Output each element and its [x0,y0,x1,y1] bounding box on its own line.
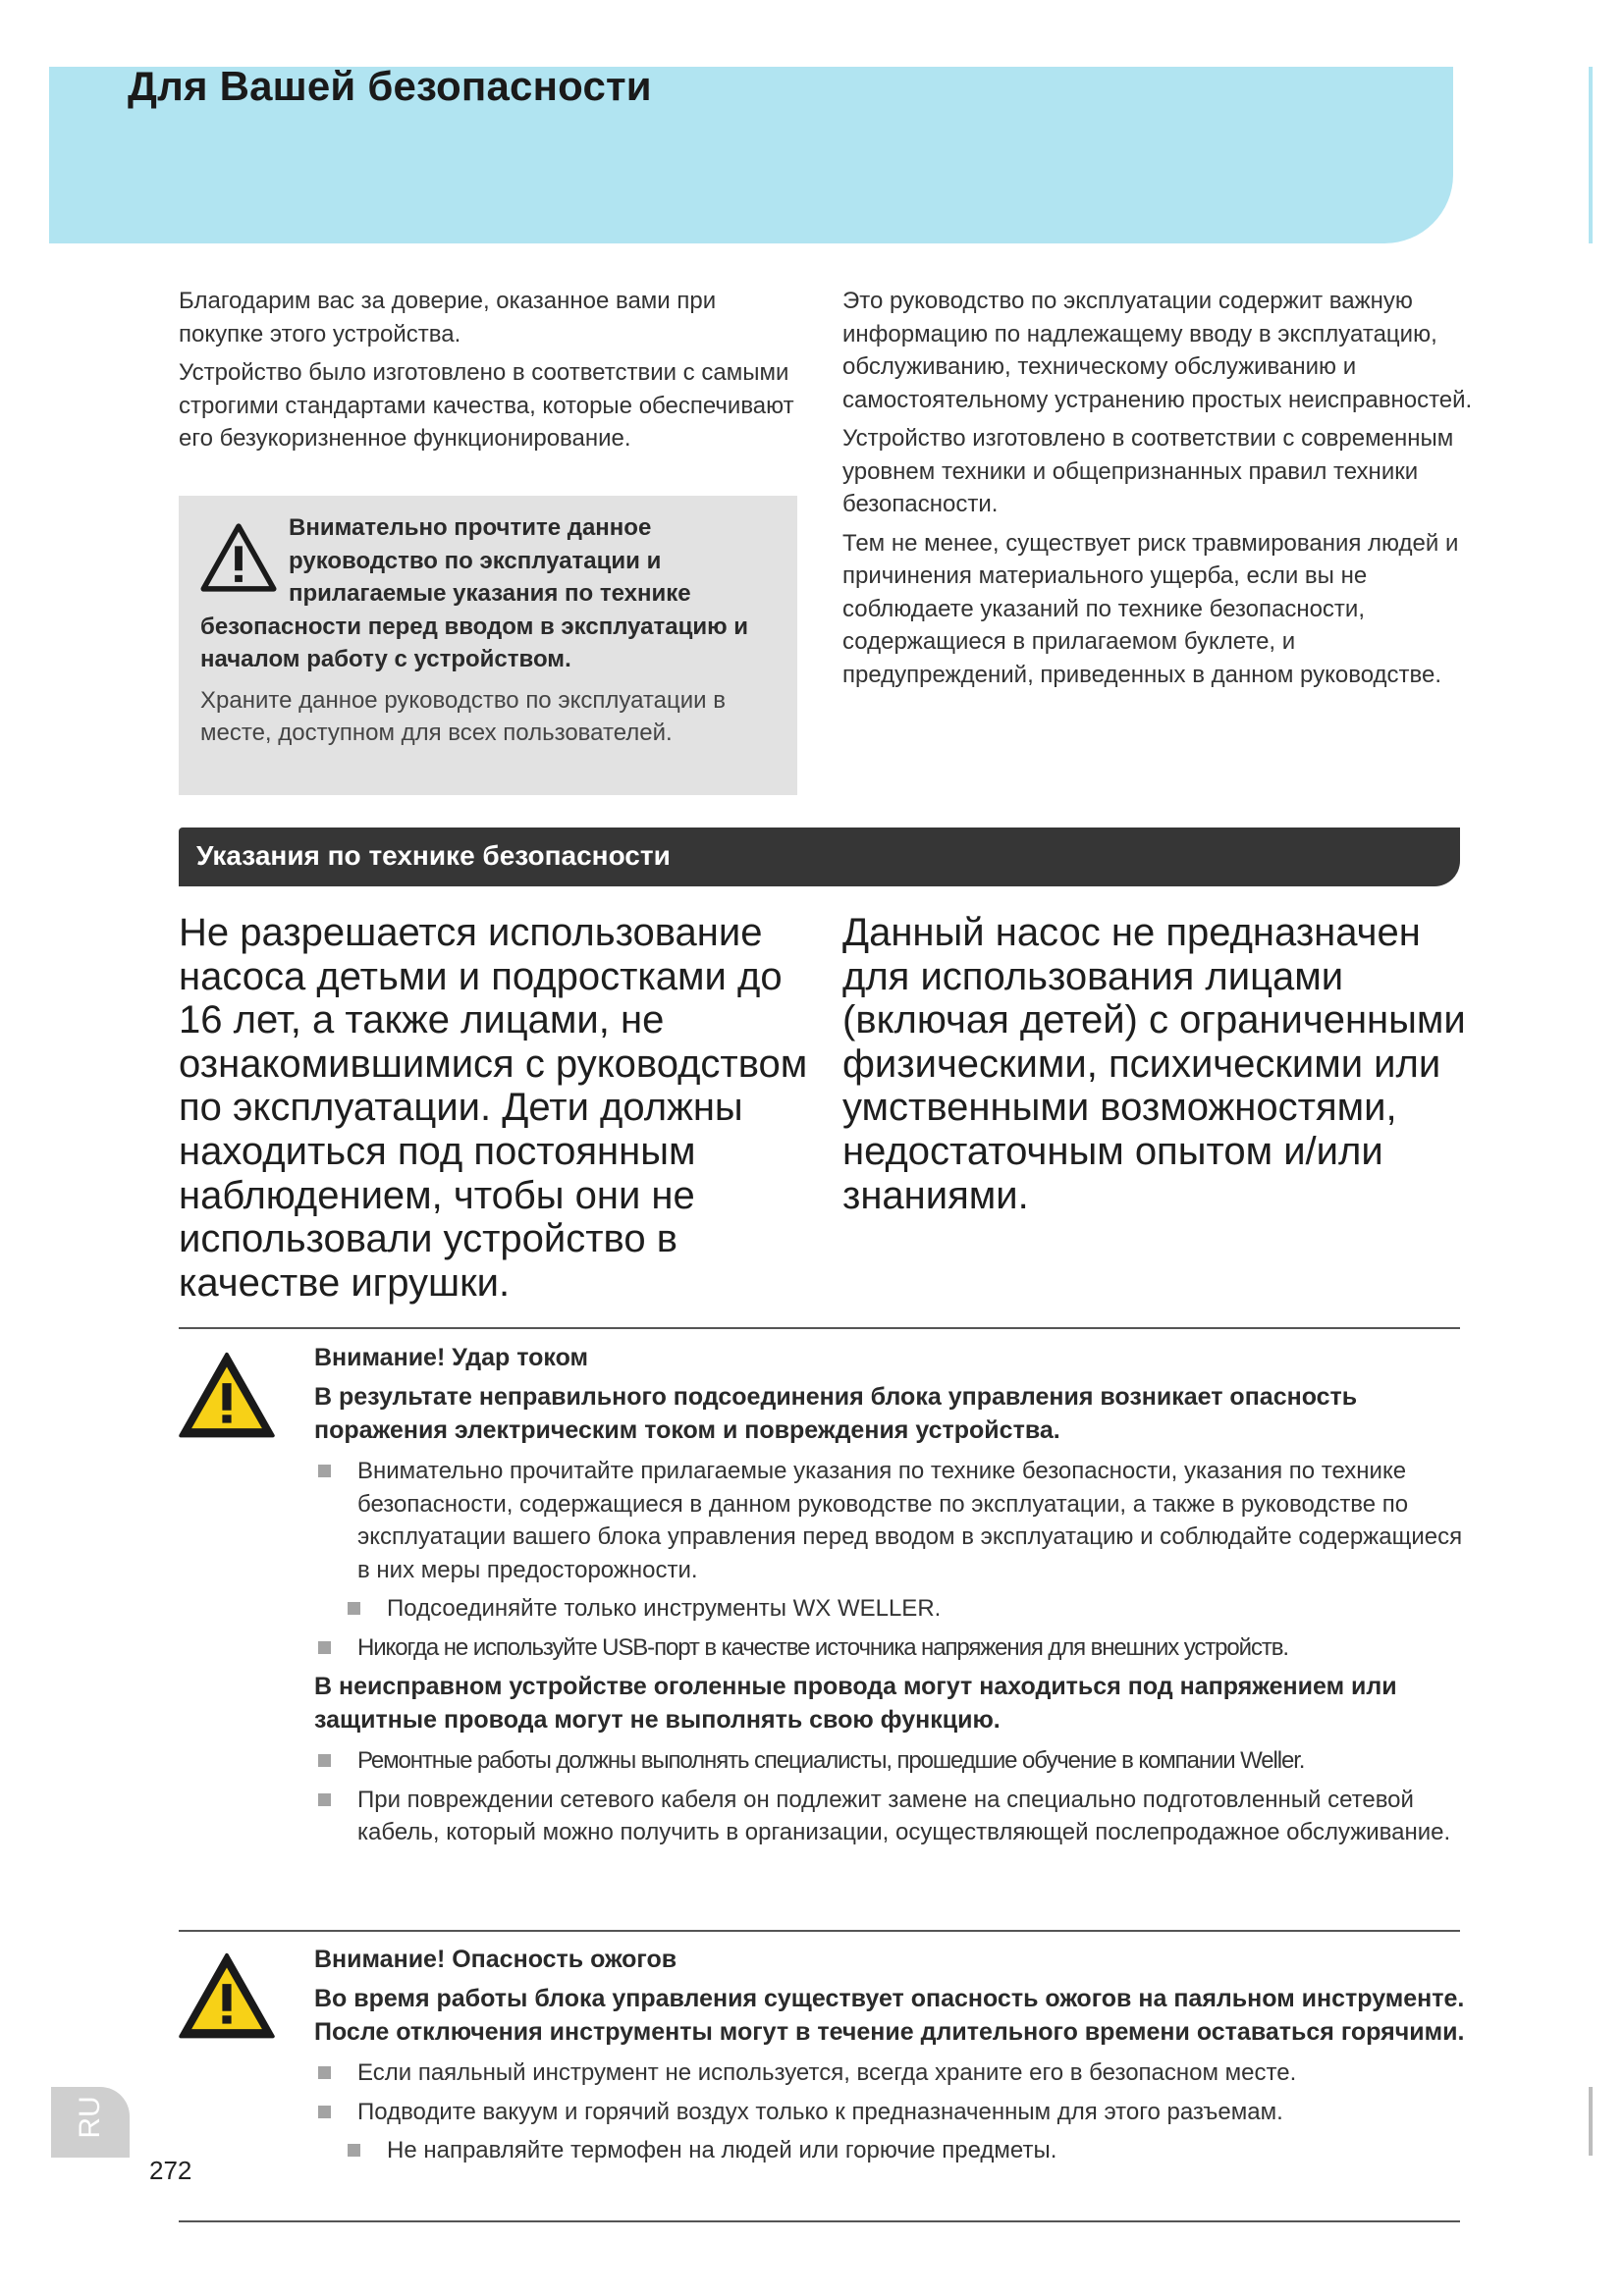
list-item: Если паяльный инструмент не используется, всегда храните его в безопасном месте. [314,2056,1473,2090]
warning-lead: Во время работы блока управления существует опасность ожогов на паяльном инструменте. После отключения инструменты могут в течение длительного времени оставаться горячими. [314,1985,1465,2046]
bullet-icon [348,1602,360,1615]
warning-outline-icon [200,523,277,592]
list-item: При повреждении сетевого кабеля он подлежит замене на специально подготовленный сетевой кабель, который можно получить в организации, осуществляющей послепродажное обслуживание. [314,1784,1473,1849]
list-item: Подводите вакуум и горячий воздух только к предназначенным для этого разъемам. [314,2096,1473,2129]
list-item: Не направляйте термофен на людей или горючие предметы. [344,2134,1473,2167]
intro-paragraph: Это руководство по эксплуатации содержит важную информацию по надлежащему вводу в эксплуатацию, обслуживанию, техническому обслуживанию и самостоятельному устранению простых неисправностей. [842,288,1473,413]
read-manual-text: Внимательно прочтите данное руководство по эксплуатации и прилагаемые указания по технике безопасности перед вводом в эксплуатацию и началом работу с устройством. [200,514,749,672]
children-notice: Не разрешается использование насоса детьми и подростками до 16 лет, а также лицами, не ознакомившимися с руководством по эксплуатации. Дети должны находиться под постоянным наблюдением, чтобы они не использовали устройство в качестве игрушки. [179,911,808,1305]
bullet-icon [318,1793,331,1806]
page-title: Для Вашей безопасности [128,63,652,109]
edge-marker-bottom [1589,2087,1593,2156]
warning-title: Внимание! Опасность ожогов [314,1946,677,1973]
intro-paragraph: Устройство изготовлено в соответствии с современным уровнем техники и общепризнанных правил техники безопасности. [842,425,1454,517]
divider [179,1327,1460,1329]
electric-shock-warning [314,1341,1473,1855]
warning-list [314,1744,1473,1849]
bullet-icon [318,2106,331,2118]
read-manual-box [179,496,797,795]
warning-lead: В результате неправильного подсоединения блока управления возникает опасность поражения электрическим током и повреждения устройства. [314,1383,1358,1444]
warning-list [314,2056,1473,2167]
bullet-icon [318,2066,331,2079]
bullet-icon [318,1641,331,1654]
language-tab [51,2087,130,2158]
intro-paragraph: Тем не менее, существует риск травмирования людей и причинения материального ущерба, если вы не соблюдаете указаний по технике безопасности, содержащиеся в прилагаемом буклете, и предупреждений, приведенных в данном руководстве. [842,529,1459,688]
language-label: RU [74,2096,106,2139]
page-number: 272 [149,2156,192,2185]
section-title: Указания по технике безопасности [196,840,671,871]
warning-list [314,1455,1473,1664]
divider [179,1930,1460,1932]
list-item: Подсоединяйте только инструменты WX WELLER. [344,1592,1473,1626]
intro-paragraph: Устройство было изготовлено в соответствии с самыми строгими стандартами качества, которые обеспечивают его безукоризненное функционирование. [179,359,794,452]
warning-triangle-icon [177,1951,277,2042]
keep-manual-text: Храните данное руководство по эксплуатации в месте, доступном для всех пользователей. [200,686,726,746]
section-header-bar [179,828,1460,886]
divider [179,2220,1460,2222]
warning-triangle-icon [177,1351,277,1441]
list-item: Ремонтные работы должны выполнять специалисты, прошедшие обучение в компании Weller. [314,1744,1473,1778]
intro-paragraph: Благодарим вас за доверие, оказанное вами при покупке этого устройства. [179,288,717,347]
list-item: Никогда не используйте USB-порт в качестве источника напряжения для внешних устройств. [314,1631,1473,1665]
bullet-icon [318,1754,331,1767]
intro-left-column [179,285,797,461]
intro-right-column [842,285,1481,697]
burn-warning [314,1943,1473,2173]
warning-title: Внимание! Удар током [314,1344,589,1371]
edge-marker-top [1589,67,1593,243]
bullet-icon [318,1465,331,1477]
bullet-icon [348,2144,360,2157]
list-item: Внимательно прочитайте прилагаемые указания по технике безопасности, указания по технике безопасности, содержащиеся в данном руководстве по эксплуатации, а также в руководстве по эксплуатации вашего блока управления перед вводом в эксплуатацию и соблюдайте содержащиеся в них меры предосторожности. [314,1455,1473,1586]
warning-lead: В неисправном устройстве оголенные провода могут находиться под напряжением или защитные провода могут не выполнять свою функцию. [314,1673,1397,1734]
restricted-users-notice: Данный насос не предназначен для использования лицами (включая детей) с ограниченными физическими, психическими или умственными возможностями, недостаточным опытом и/или знаниями. [842,911,1466,1217]
